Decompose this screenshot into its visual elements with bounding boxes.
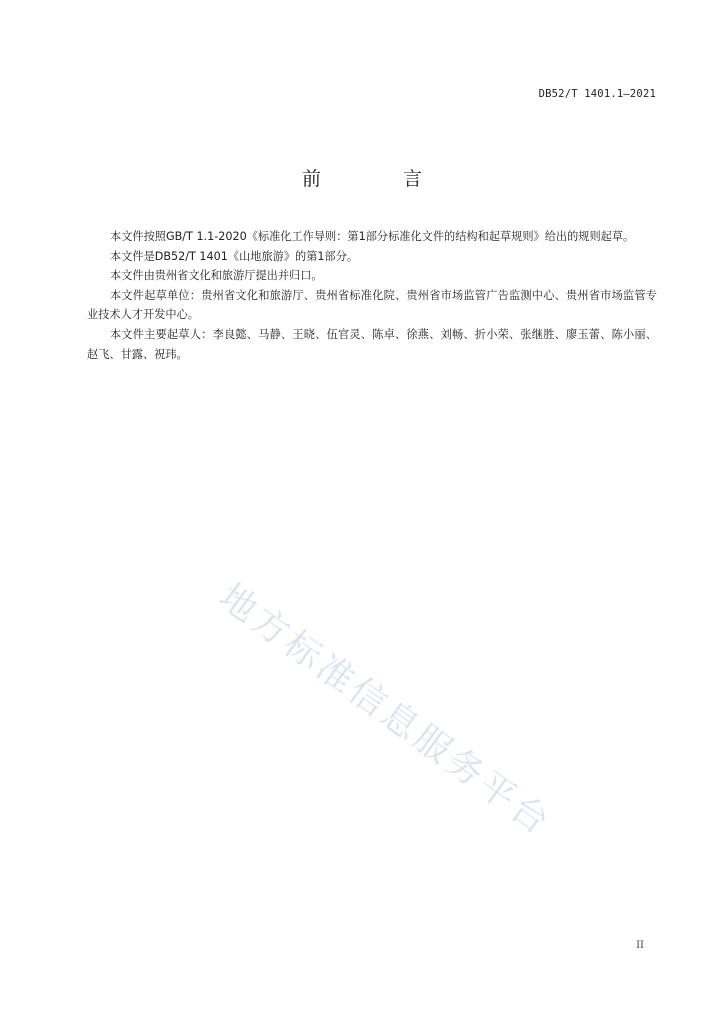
paragraph-drafting-rules: 本文件按照GB/T 1.1-2020《标准化工作导则：第1部分标准化文件的结构和起草规则》给出的规则起草。 (110, 230, 635, 243)
foreword-body (87, 227, 657, 364)
paragraph-part-info: 本文件是DB52/T 1401《山地旅游》的第1部分。 (110, 249, 359, 263)
document-code: DB52/T 1401.1—2021 (538, 88, 656, 100)
watermark: 地方标准信息服务平台 (211, 576, 560, 845)
page-title: 前 言 (301, 168, 461, 190)
page-number: II (636, 940, 644, 951)
paragraph-proposer: 本文件由贵州省文化和旅游厅提出并归口。 (110, 269, 323, 283)
paragraph-drafters: 本文件主要起草人：李良懿、马静、王晓、伍官灵、陈卓、徐燕、刘畅、折小荣、张继胜、廖玉蕾、陈小丽、赵飞、甘露、祝玮。 (87, 327, 657, 361)
paragraph-drafting-units: 本文件起草单位：贵州省文化和旅游厅、贵州省标准化院、贵州省市场监管广告监测中心、贵州省市场监管专业技术人才开发中心。 (87, 288, 657, 322)
